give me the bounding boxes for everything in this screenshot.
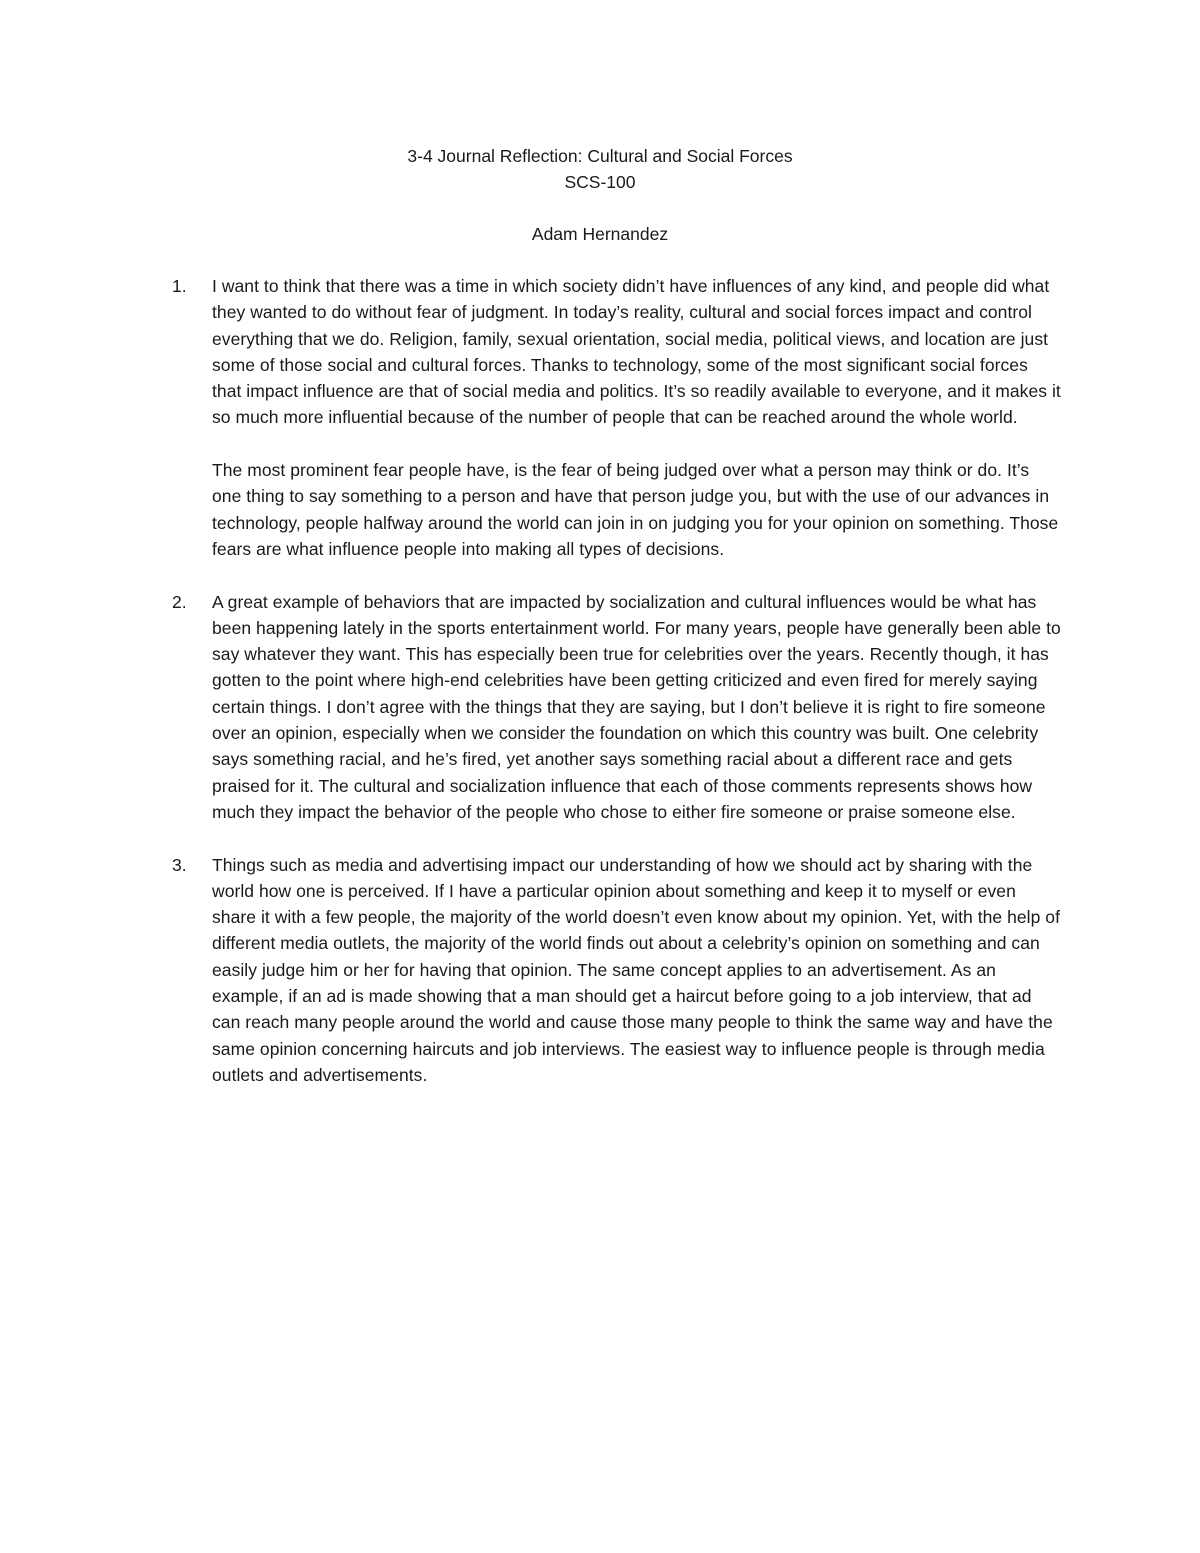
course-code: SCS-100: [564, 172, 636, 192]
list-item-number: 1.: [172, 276, 187, 296]
paragraph: A great example of behaviors that are impacted by socialization and cultural influences would be what has been happening lately in the sports entertainment world. For many years, people have generally been able to say whatever they want. This has especially been true for celebrities over the years. Recently though, it has gotten to the point where high-end celebrities have been getting criticized and even fired for merely saying certain things. I don’t agree with the things that they are saying, but I don’t believe it is right to fire someone over an opinion, especially when we consider the foundation on which this country was built. One celebrity says something racial, and he’s fired, yet another says something racial about a different race and gets praised for it. The cultural and socialization influence that each of those comments represents shows how much they impact the behavior of the people who chose to either fire someone or praise someone else.: [212, 591, 1061, 822]
list-item-1: [172, 273, 1062, 562]
list-item-number: 3.: [172, 854, 187, 875]
paragraph: I want to think that there was a time in which society didn’t have influences of any kind, and people did what they wanted to do without fear of judgment. In today’s reality, cultural and social forces impact and control everything that we do. Religion, family, sexual orientation, social media, political views, and location are just some of those social and cultural forces. Thanks to technology, some of the most significant social forces that impact influence are that of social media and politics. It’s so readily available to everyone, and it makes it so much more influential because of the number of people that can be reached around the whole world.: [212, 276, 1061, 428]
document-header: [0, 143, 1200, 247]
list-item-3: [172, 852, 1062, 1089]
author-name: Adam Hernandez: [531, 224, 669, 244]
paragraph: The most prominent fear people have, is the fear of being judged over what a person may think or do. It’s one thing to say something to a person and have that person judge you, but with the use of our advances in technology, people halfway around the world can join in on judging you for your opinion on something. Those fears are what influence people into making all types of decisions.: [212, 460, 1059, 559]
paragraph: Things such as media and advertising impact our understanding of how we should act by sharing with the world how one is perceived. If I have a particular opinion about something and keep it to myself or even share it with a few people, the majority of the world doesn’t even know about my opinion. Yet, with the help of different media outlets, the majority of the world finds out about a celebrity’s opinion on something and can easily judge him or her for having that opinion. The same concept applies to an advertisement. As an example, if an ad is made showing that a man should get a haircut before going to a job interview, that ad can reach many people around the world and cause those many people to think the same way and have the same opinion concerning haircuts and job interviews. The easiest way to influence people is through media outlets and advertisements.: [212, 854, 1060, 1085]
list-item-2: [172, 589, 1062, 826]
numbered-list: [172, 273, 1062, 1115]
document-title: 3-4 Journal Reflection: Cultural and Social Forces: [407, 146, 793, 166]
list-item-number: 2.: [172, 591, 187, 612]
header-spacer: [0, 195, 1200, 221]
